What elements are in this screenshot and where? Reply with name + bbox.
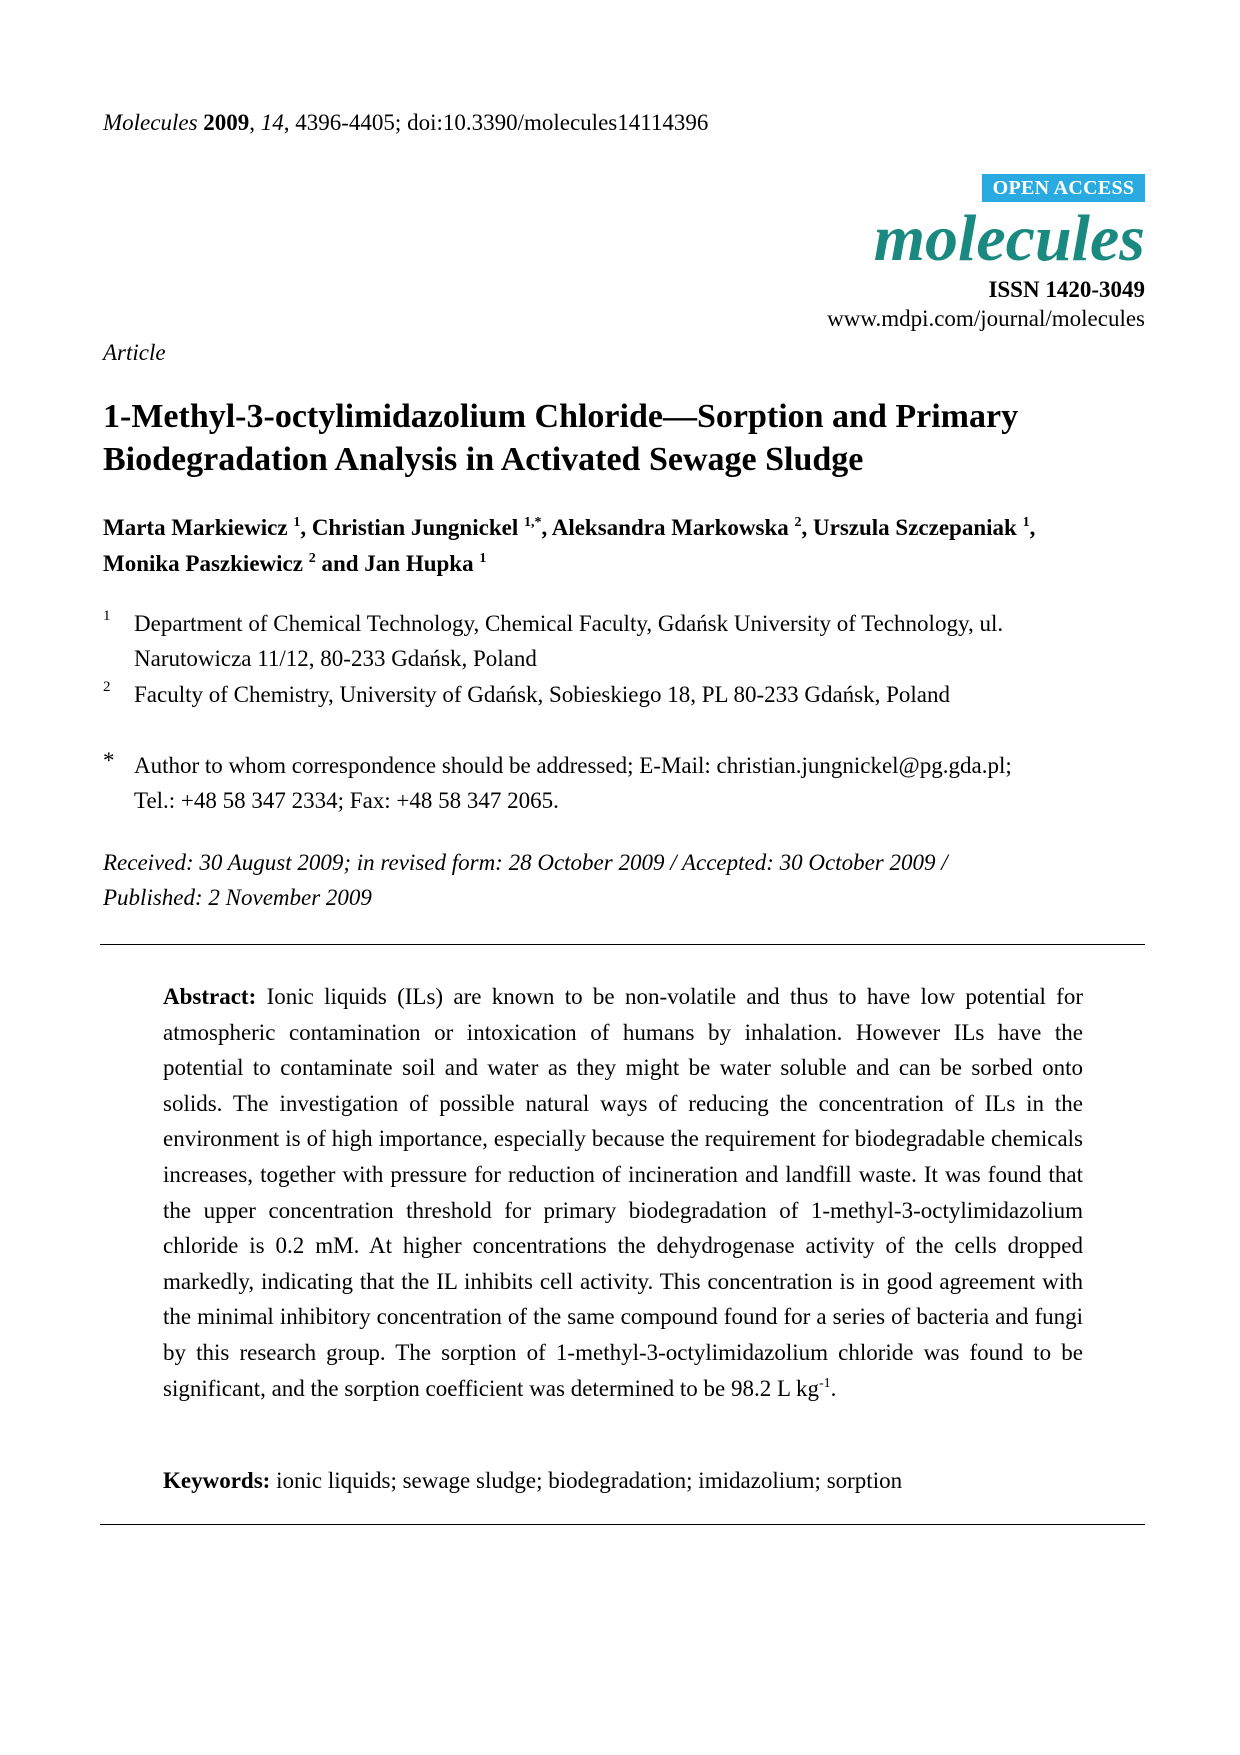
author-affiliation-mark: 1,* (523, 515, 542, 530)
author-name: Marta Markiewicz (103, 515, 288, 540)
abstract-end: . (830, 1375, 837, 1401)
correspondence-line: Tel.: +48 58 347 2334; Fax: +48 58 347 2065. (134, 788, 559, 813)
correspondence-line: Author to whom correspondence should be addressed; E-Mail: christian.jungnickel@pg.gda.pl; (134, 753, 1012, 778)
affiliation-line: Department of Chemical Technology, Chemical Faculty, Gdańsk University of Technology, ul. (134, 611, 1004, 636)
dates-line: Received: 30 August 2009; in revised form: 28 October 2009 / Accepted: 30 October 2009 / (103, 850, 948, 875)
correspondence-mark: * (103, 748, 115, 773)
affiliation-line: Narutowicza 11/12, 80-233 Gdańsk, Poland (134, 646, 537, 671)
affiliation-number: 1 (103, 608, 111, 624)
abstract-label: Abstract: (163, 984, 257, 1009)
citation-journal: Molecules (103, 110, 198, 135)
dates-line: Published: 2 November 2009 (103, 885, 372, 910)
keywords-text: ionic liquids; sewage sludge; biodegradation; imidazolium; sorption (276, 1468, 903, 1493)
journal-website: www.mdpi.com/journal/molecules (827, 306, 1145, 331)
open-access-badge: OPEN ACCESS (982, 174, 1145, 202)
affiliation-number: 2 (103, 679, 111, 695)
citation-year: 2009 (203, 110, 250, 135)
abstract-unit-superscript: -1 (818, 1375, 831, 1391)
publication-dates (103, 845, 1153, 915)
author-name: Jan Hupka (364, 551, 474, 576)
author-line: Marta Markiewicz $^1$, Christian Jungnickel $^{1,*}$, Aleksandra Markowska $^2$, Urszula Szczepaniak $^1$, (103, 515, 1036, 540)
author-line: Monika Paszkiewicz $^2$ and Jan Hupka $^1$ (103, 551, 487, 576)
journal-logo: molecules (873, 202, 1145, 275)
author-name: Monika Paszkiewicz (103, 551, 303, 576)
author-affiliation-mark: 1 (479, 551, 487, 566)
correspondence-text (134, 748, 1134, 818)
citation-line: Molecules 2009, 14, 4396-4405; doi:10.3390/molecules14114396 (103, 110, 709, 135)
author-name: Aleksandra Markowska (551, 515, 789, 540)
author-name: Urszula Szczepaniak (813, 515, 1017, 540)
author-affiliation-mark: 2 (308, 551, 316, 566)
affiliation-text (134, 606, 1134, 676)
affiliation-text (134, 677, 1134, 712)
author-list (103, 510, 1153, 582)
article-type: Article (103, 340, 166, 365)
article-title (103, 395, 1153, 481)
affiliation-line: Faculty of Chemistry, University of Gdańsk, Sobieskiego 18, PL 80-233 Gdańsk, Poland (134, 682, 951, 707)
abstract-text: Ionic liquids (ILs) are known to be non-volatile and thus to have low potential for atmospheric contamination or intoxication of humans by inhalation. However ILs have the potential to contaminate soil and water as they might be water soluble and can be sorbed onto solids. The investigation of possible natural ways of reducing the concentration of ILs in the environment is of high importance, especially because the requirement for biodegradable chemicals increases, together with pressure for reduction of incineration and landfill waste. It was found that the upper concentration threshold for primary biodegradation of 1-methyl-3-octylimidazolium chloride is 0.2 mM. At higher concentrations the dehydrogenase activity of the cells dropped markedly, indicating that the IL inhibits cell activity. This concentration is in good agreement with the minimal inhibitory concentration of the same compound found for a series of bacteria and fungi by this research group. The sorption of 1-methyl-3-octylimidazolium chloride was found to be significant, and the sorption coefficient was determined to be 98.2 L kg (163, 984, 1083, 1401)
author-affiliation-mark: 2 (794, 515, 802, 530)
author-affiliation-mark: 1 (293, 515, 301, 530)
keywords (163, 1468, 1083, 1494)
citation-volume: 14 (260, 110, 284, 135)
bottom-divider (100, 1524, 1145, 1525)
citation-pages-doi: , 4396-4405; doi:10.3390/molecules14114396 (283, 110, 709, 135)
author-affiliation-mark: 1 (1022, 515, 1030, 530)
author-name: Christian Jungnickel (311, 515, 519, 540)
title-line: Biodegradation Analysis in Activated Sewage Sludge (103, 441, 864, 478)
title-line: 1-Methyl-3-octylimidazolium Chloride—Sorption and Primary (103, 398, 1019, 435)
abstract (163, 979, 1083, 1406)
keywords-label: Keywords: (163, 1468, 271, 1493)
issn: ISSN 1420-3049 (988, 277, 1145, 302)
top-divider (100, 944, 1145, 945)
